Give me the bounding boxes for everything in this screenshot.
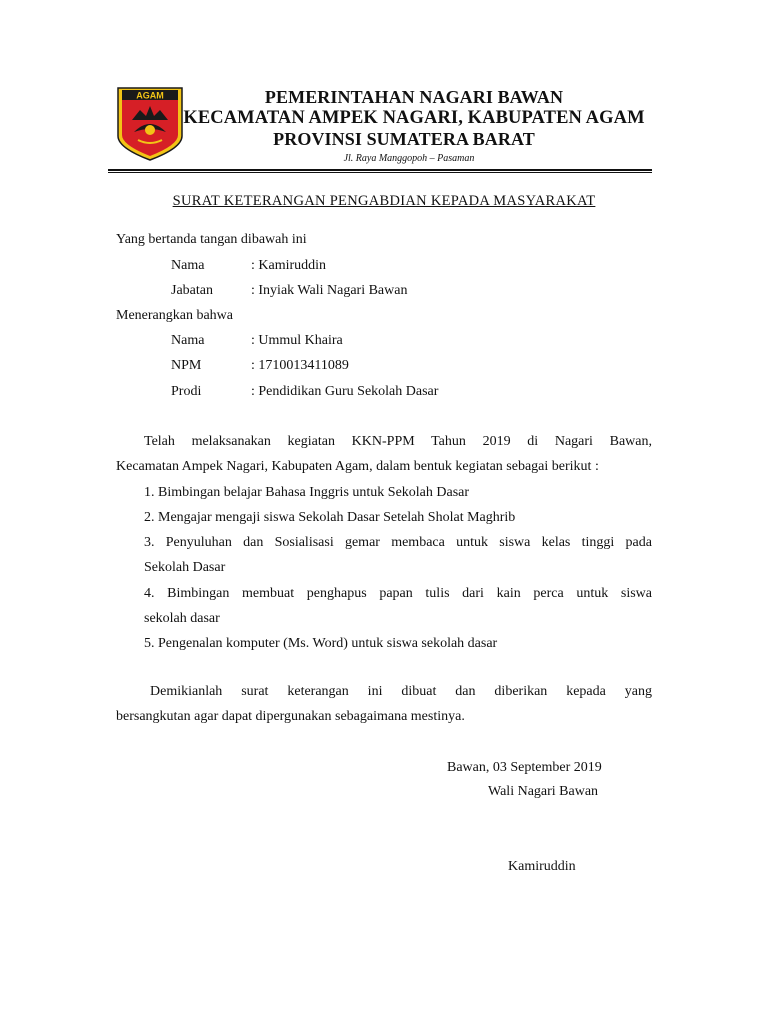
svg-text:AGAM: AGAM — [136, 90, 164, 101]
signature-name: Kamiruddin — [508, 859, 576, 874]
student-name-label: Nama — [171, 333, 205, 348]
signer-position-value: : Inyiak Wali Nagari Bawan — [251, 283, 408, 298]
letter-title: SURAT KETERANGAN PENGABDIAN KEPADA MASYARAKAT — [172, 193, 596, 209]
letterhead-province: PROVINSI SUMATERA BARAT — [273, 129, 535, 149]
closing-line2: bersangkutan agar dapat dipergunakan sebagaimana mestinya. — [116, 709, 465, 724]
letterhead-district: KECAMATAN AMPEK NAGARI, KABUPATEN AGAM — [183, 108, 645, 128]
signer-position-label: Jabatan — [171, 283, 213, 298]
student-prodi-value: : Pendidikan Guru Sekolah Dasar — [251, 384, 439, 399]
signer-name-value: : Kamiruddin — [251, 258, 327, 273]
activity-item-5: 5. Pengenalan komputer (Ms. Word) untuk siswa sekolah dasar — [144, 636, 498, 651]
signature-place-date: Bawan, 03 September 2019 — [447, 760, 602, 775]
activity-item-3-line1: 3. Penyuluhan dan Sosialisasi gemar membaca untuk siswa kelas tinggi pada — [144, 535, 652, 550]
closing-line1: Demikianlah surat keterangan ini dibuat dan diberikan kepada yang — [150, 684, 652, 699]
letterhead-address: Jl. Raya Manggopoh – Pasaman — [343, 153, 475, 164]
activity-item-3-line2: Sekolah Dasar — [144, 560, 226, 575]
letterhead-divider-thick — [108, 169, 652, 171]
student-prodi-label: Prodi — [171, 384, 202, 399]
signer-name-label: Nama — [171, 258, 205, 273]
activity-item-2: 2. Mengajar mengaji siswa Sekolah Dasar Setelah Sholat Maghrib — [144, 510, 516, 525]
student-name-value: : Ummul Khaira — [251, 333, 343, 348]
letterhead-divider-thin — [108, 172, 652, 173]
paragraph-activity-line1: Telah melaksanakan kegiatan KKN-PPM Tahun 2019 di Nagari Bawan, — [144, 434, 652, 449]
student-npm-label: NPM — [171, 358, 202, 373]
signature-position: Wali Nagari Bawan — [488, 784, 599, 799]
states-text: Menerangkan bahwa — [116, 308, 234, 323]
intro-text: Yang bertanda tangan dibawah ini — [116, 232, 307, 247]
activity-item-4-line1: 4. Bimbingan membuat penghapus papan tulis dari kain perca untuk siswa — [144, 586, 652, 601]
letterhead-government: PEMERINTAHAN NAGARI BAWAN — [264, 87, 564, 107]
student-npm-value: : 1710013411089 — [251, 358, 349, 373]
activity-item-4-line2: sekolah dasar — [144, 611, 220, 626]
paragraph-activity-line2: Kecamatan Ampek Nagari, Kabupaten Agam, dalam bentuk kegiatan sebagai berikut : — [116, 459, 599, 474]
activity-item-1: 1. Bimbingan belajar Bahasa Inggris untuk Sekolah Dasar — [144, 485, 470, 500]
